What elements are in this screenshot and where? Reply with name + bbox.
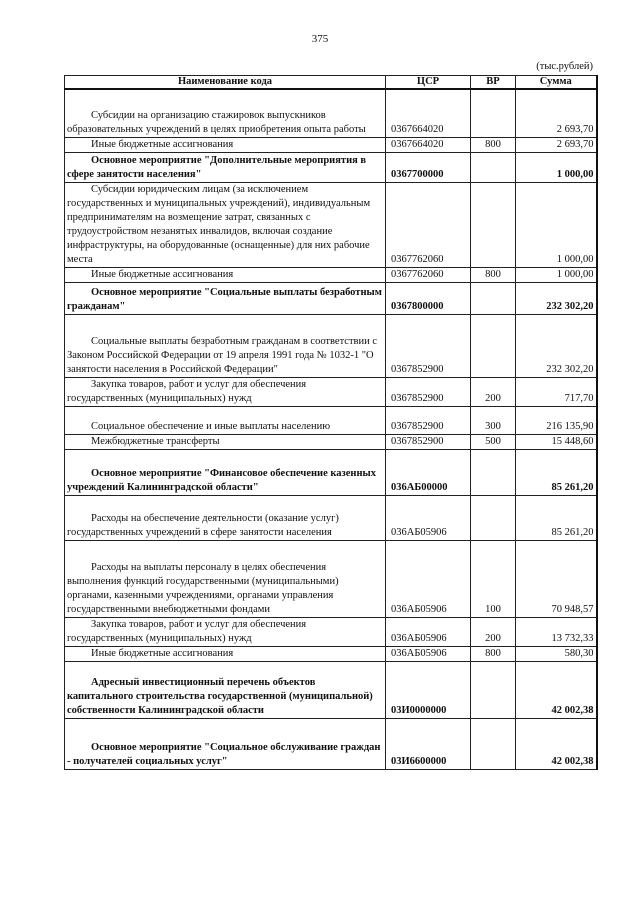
- row-name: Иные бюджетные ассигнования: [65, 137, 386, 152]
- table-row: [65, 89, 597, 137]
- row-sum: 42 002,38: [516, 661, 597, 718]
- table-row: [65, 540, 597, 617]
- table-row: [65, 617, 597, 646]
- row-name: Иные бюджетные ассигнования: [65, 646, 386, 661]
- table-row: [65, 449, 597, 495]
- row-csr: 03И6600000: [386, 718, 471, 769]
- table-row: [65, 282, 597, 314]
- table-row: [65, 495, 597, 540]
- row-name: Основное мероприятие "Социальные выплаты безработным гражданам": [65, 282, 386, 314]
- row-name: Расходы на выплаты персоналу в целях обеспечения выполнения функций государственными (муниципальными) органами, казенными учреждениями, органами управления государственными внебюджетными фондами: [65, 540, 386, 617]
- row-csr: 03И0000000: [386, 661, 471, 718]
- row-vr: [471, 314, 516, 377]
- table-row: [65, 314, 597, 377]
- row-vr: 800: [471, 267, 516, 282]
- row-sum: 2 693,70: [516, 89, 597, 137]
- table-row: [65, 267, 597, 282]
- row-vr: [471, 282, 516, 314]
- table-row: [65, 152, 597, 182]
- row-name: Основное мероприятие "Дополнительные мероприятия в сфере занятости населения": [65, 152, 386, 182]
- units-label: (тыс.рублей): [536, 61, 593, 72]
- row-sum: 216 135,90: [516, 406, 597, 434]
- row-sum: 232 302,20: [516, 282, 597, 314]
- row-name: Закупка товаров, работ и услуг для обеспечения государственных (муниципальных) нужд: [65, 377, 386, 406]
- row-csr: 0367852900: [386, 434, 471, 449]
- row-sum: 1 000,00: [516, 267, 597, 282]
- row-name: Основное мероприятие "Финансовое обеспечение казенных учреждений Калининградской области": [65, 449, 386, 495]
- row-name: Адресный инвестиционный перечень объектов капитального строительства государственной (муниципальной) собственности Калининградской области: [65, 661, 386, 718]
- row-sum: 1 000,00: [516, 152, 597, 182]
- table-row: [65, 661, 597, 718]
- row-sum: 2 693,70: [516, 137, 597, 152]
- row-vr: 300: [471, 406, 516, 434]
- row-vr: 200: [471, 377, 516, 406]
- row-csr: 0367664020: [386, 89, 471, 137]
- row-vr: 800: [471, 137, 516, 152]
- table-row: [65, 137, 597, 152]
- row-name: Социальные выплаты безработным гражданам в соответствии с Законом Российской Федерации от 19 апреля 1991 года № 1032-1 "О занятости населения в Российской Федерации": [65, 314, 386, 377]
- table-row: [65, 377, 597, 406]
- row-csr: 036АБ05906: [386, 540, 471, 617]
- row-csr: 0367700000: [386, 152, 471, 182]
- row-csr: 0367852900: [386, 377, 471, 406]
- row-csr: 0367762060: [386, 182, 471, 267]
- row-csr: 036АБ00000: [386, 449, 471, 495]
- row-vr: [471, 661, 516, 718]
- row-name: Расходы на обеспечение деятельности (оказание услуг) государственных учреждений в сфере занятости населения: [65, 495, 386, 540]
- table-row: [65, 718, 597, 769]
- row-sum: 85 261,20: [516, 449, 597, 495]
- row-vr: 500: [471, 434, 516, 449]
- row-sum: 15 448,60: [516, 434, 597, 449]
- row-name: Субсидии юридическим лицам (за исключением государственных и муниципальных учреждений), индивидуальным предпринимателям на возмещение затрат, связанных с трудоустройством незанятых инвалидов, включая создание инфраструктуры, на оборудованные (оснащенные) для них рабочие места: [65, 182, 386, 267]
- row-name: Субсидии на организацию стажировок выпускников образовательных учреждений в целях приобретения опыта работы: [65, 89, 386, 137]
- row-vr: 800: [471, 646, 516, 661]
- row-csr: 036АБ05906: [386, 617, 471, 646]
- row-sum: 717,70: [516, 377, 597, 406]
- page-number: 375: [311, 33, 329, 45]
- row-vr: [471, 718, 516, 769]
- row-csr: 0367800000: [386, 282, 471, 314]
- row-vr: [471, 495, 516, 540]
- row-csr: 0367664020: [386, 137, 471, 152]
- row-sum: 1 000,00: [516, 182, 597, 267]
- row-name: Закупка товаров, работ и услуг для обеспечения государственных (муниципальных) нужд: [65, 617, 386, 646]
- row-vr: [471, 182, 516, 267]
- header-sum: Сумма: [516, 76, 597, 90]
- row-csr: 0367762060: [386, 267, 471, 282]
- row-csr: 0367852900: [386, 406, 471, 434]
- row-sum: 85 261,20: [516, 495, 597, 540]
- row-sum: 580,30: [516, 646, 597, 661]
- table-row: [65, 434, 597, 449]
- row-sum: 70 948,57: [516, 540, 597, 617]
- budget-table: [64, 75, 598, 770]
- header-csr: ЦСР: [386, 76, 471, 90]
- row-vr: [471, 152, 516, 182]
- row-vr: [471, 89, 516, 137]
- row-vr: 100: [471, 540, 516, 617]
- header-name: Наименование кода: [65, 76, 386, 90]
- row-sum: 232 302,20: [516, 314, 597, 377]
- row-sum: 42 002,38: [516, 718, 597, 769]
- row-sum: 13 732,33: [516, 617, 597, 646]
- row-name: Межбюджетные трансферты: [65, 434, 386, 449]
- row-name: Социальное обеспечение и иные выплаты населению: [65, 406, 386, 434]
- row-csr: 0367852900: [386, 314, 471, 377]
- row-vr: [471, 449, 516, 495]
- row-csr: 036АБ05906: [386, 495, 471, 540]
- row-name: Иные бюджетные ассигнования: [65, 267, 386, 282]
- row-vr: 200: [471, 617, 516, 646]
- table-row: [65, 406, 597, 434]
- header-vr: ВР: [471, 76, 516, 90]
- row-name: Основное мероприятие "Социальное обслуживание граждан - получателей социальных услуг": [65, 718, 386, 769]
- table-row: [65, 646, 597, 661]
- table-header-row: [65, 76, 597, 90]
- table-row: [65, 182, 597, 267]
- row-csr: 036АБ05906: [386, 646, 471, 661]
